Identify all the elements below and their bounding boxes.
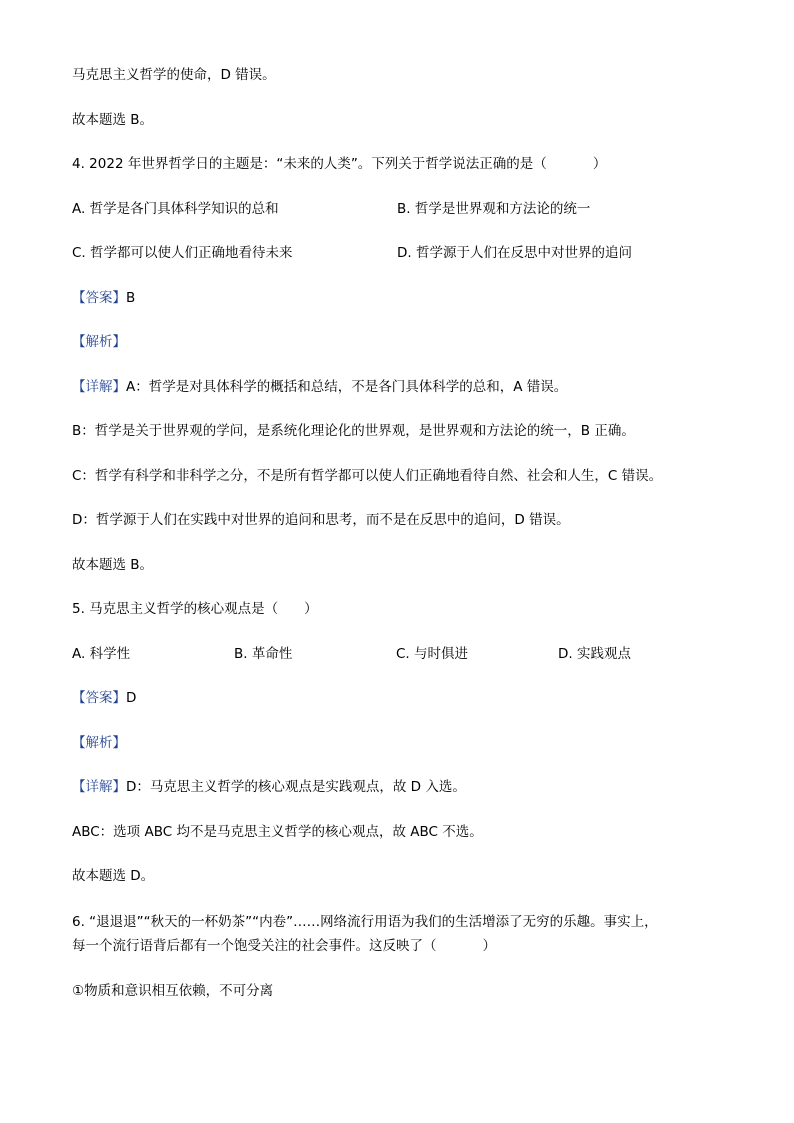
option-d: D. 哲学源于人们在反思中对世界的追问 (397, 245, 632, 261)
answer-value: D (126, 690, 137, 706)
analysis-line (72, 732, 722, 754)
question-5-stem (72, 598, 722, 620)
answer-value: B (126, 289, 136, 306)
conclusion-line: 故本题选 D。 (72, 868, 155, 884)
detail-line (72, 376, 722, 398)
question-4-options-row-1 (72, 198, 722, 220)
option-c: C. 哲学都可以使人们正确地看待未来 (72, 245, 293, 261)
question-4-stem (72, 153, 722, 175)
option-a: A. 科学性 (72, 645, 131, 662)
option-b: B. 哲学是世界观和方法论的统一 (397, 200, 591, 217)
option-c: C. 与时俱进 (396, 645, 469, 662)
question-stem-line-1: 6. “退退退”“秋天的一杯奶茶”“内卷”……网络流行用语为我们的生活增添了无穷的乐趣。事实上， (72, 913, 658, 930)
option-d: D. 实践观点 (558, 645, 631, 662)
statement-item-1: ①物质和意识相互依赖，不可分离 (72, 982, 274, 999)
question-stem-paren: ） (482, 937, 496, 954)
option-b: B. 革命性 (234, 645, 293, 662)
question-5-options-row (72, 643, 722, 665)
detail-text: D：马克思主义哲学的核心观点是实践观点，故 D 入选。 (126, 779, 466, 795)
detail-line: C：哲学有科学和非科学之分，不是所有哲学都可以使人们正确地看待自然、社会和人生，C 错误。 (72, 467, 663, 484)
text-line: 故本题选 B。 (72, 111, 154, 128)
detail-line: B：哲学是关于世界观的学问，是系统化理论化的世界观，是世界观和方法论的统一，B 正确。 (72, 423, 635, 439)
answer-tag: 【答案】 (72, 690, 126, 706)
conclusion-line: 故本题选 B。 (72, 556, 154, 573)
answer-line (72, 287, 722, 309)
question-4-options-row-2 (72, 242, 722, 264)
option-a: A. 哲学是各门具体科学知识的总和 (72, 200, 279, 217)
text-line: 马克思主义哲学的使命，D 错误。 (72, 67, 276, 83)
answer-tag: 【答案】 (72, 289, 126, 306)
question-stem-text: 5. 马克思主义哲学的核心观点是（ (72, 601, 279, 617)
question-stem-paren: ） (592, 156, 607, 172)
analysis-tag: 【解析】 (72, 734, 126, 751)
detail-tag: 【详解】 (72, 779, 126, 795)
question-stem-text: 每一个流行语背后都有一个饱受关注的社会事件。这反映了（ (72, 937, 437, 954)
detail-line: D：哲学源于人们在实践中对世界的追问和思考，而不是在反思中的追问，D 错误。 (72, 512, 570, 528)
detail-text: A：哲学是对具体科学的概括和总结，不是各门具体科学的总和，A 错误。 (126, 378, 568, 395)
question-stem-line-2 (72, 934, 722, 958)
detail-line (72, 776, 722, 798)
analysis-tag: 【解析】 (72, 334, 126, 350)
detail-tag: 【详解】 (72, 378, 126, 395)
question-stem-paren: ） (304, 601, 318, 617)
question-stem-text: 4. 2022 年世界哲学日的主题是：“未来的人类”。下列关于哲学说法正确的是（ (72, 156, 547, 172)
answer-line (72, 687, 722, 709)
question-6-stem (72, 910, 722, 958)
document-page (72, 64, 722, 1002)
analysis-line (72, 331, 722, 353)
detail-line: ABC：选项 ABC 均不是马克思主义哲学的核心观点，故 ABC 不选。 (72, 823, 483, 840)
